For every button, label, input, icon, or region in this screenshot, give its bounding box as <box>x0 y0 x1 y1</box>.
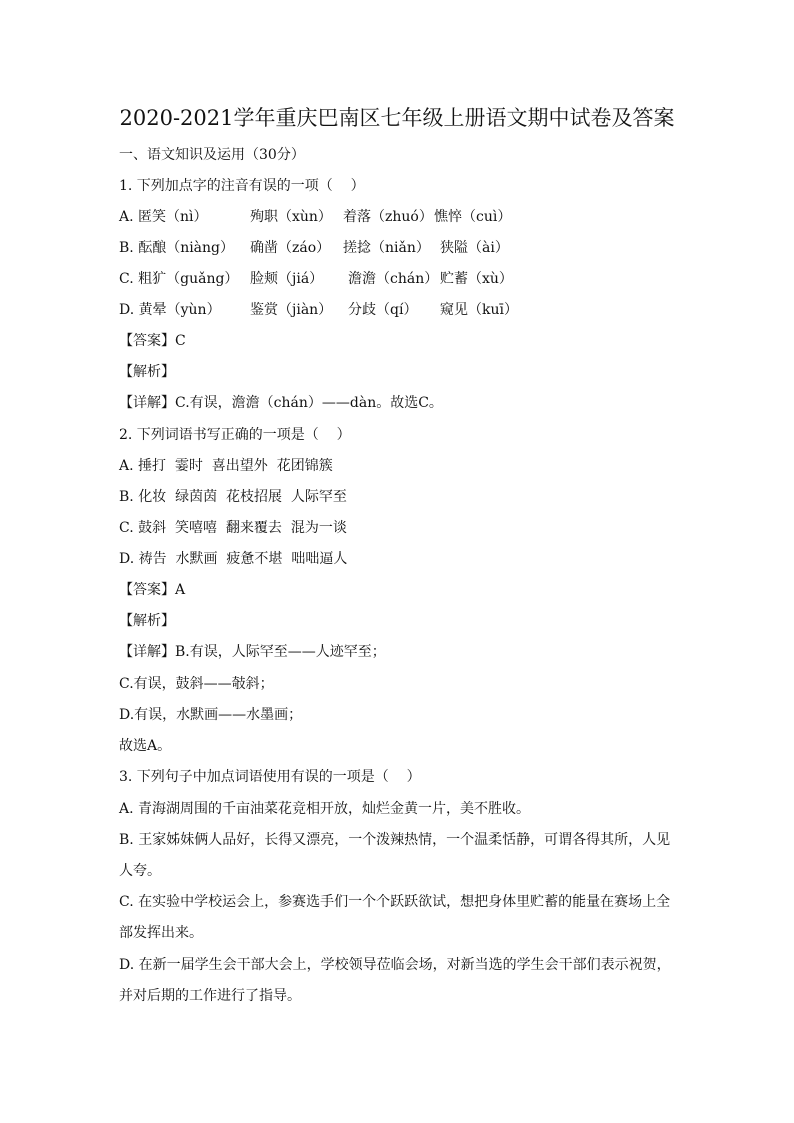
question-2-detail-line: 【详解】B.有误，人际罕至——人迹罕至； <box>119 644 386 660</box>
question-3-option-b: B. 王家姊妹俩人品好，长得又漂亮，一个泼辣热情，一个温柔恬静，可谓各得其所，人见 <box>119 832 671 848</box>
question-3-stem: 3. 下列句子中加点词语使用有误的一项是（ ） <box>119 769 421 785</box>
question-3-option-d: D. 在新一届学生会干部大会上，学校领导莅临会场，对新当选的学生会干部们表示祝贺， <box>119 957 671 973</box>
section-heading: 一、语文知识及运用（30分） <box>119 147 305 163</box>
question-2-option-a: A. 捶打 霎时 喜出望外 花团锦簇 <box>119 458 333 474</box>
question-2-detail-line: D.有误，水默画——水墨画； <box>119 707 303 723</box>
question-3-option-b-cont: 人夸。 <box>119 863 161 879</box>
document-page: 2020-2021学年重庆巴南区七年级上册语文期中试卷及答案 一、语文知识及运用（30分） 1. 下列加点字的注音有误的一项（ ） A. 匿笑（nì） 殉职（xùn） 着落（zhuó） 憔悴（cuì） B. 酝酿（niàng） 确凿（záo） 搓捻（niǎn） 狭隘（ài） C. 粗犷（guǎng） 脸颊（jiá） 澹澹（chán） 贮蓄（xù） D. 黄晕（yùn） 鉴赏（jiàn） 分歧（qí） 窥见（kuī） 【答案】C 【解析】 【详解】C.有误，澹澹（chán）——dàn。故选C。 2. 下列词语书写正确的一项是（ ） A. 捶打 霎时 喜出望外 花团锦簇 B. 化妆 绿茵茵 花枝招展 人际罕至 C. 鼓斜 笑嘻嘻 翻来覆去 混为一谈 D. 祷告 水默画 疲惫不堪 咄咄逼人 【答案】A 【解析】 【详解】B.有误，人际罕至——人迹罕至； C.有误，鼓斜——攲斜； D.有误，水默画——水墨画； 故选A。 3. 下列句子中加点词语使用有误的一项是（ ） A. 青海湖周围的千亩油菜花竞相开放，灿烂金黄一片，美不胜收。 B. 王家姊妹俩人品好，长得又漂亮，一个泼辣热情，一个温柔恬静，可谓各得其所，人见 人夸。 C. 在实验中学校运会上，参赛选手们一个个跃跃欲试，想把身体里贮蓄的能量在赛场上全 部发挥出来。 D. 在新一届学生会干部大会上，学校领导莅临会场，对新当选的学生会干部们表示祝贺， 并对后期的工作进行了指导。 <box>0 0 794 1123</box>
question-3-option-a: A. 青海湖周围的千亩油菜花竞相开放，灿烂金黄一片，美不胜收。 <box>119 801 531 817</box>
question-1-answer: 【答案】C <box>119 333 186 349</box>
question-3-option-c: C. 在实验中学校运会上，参赛选手们一个个跃跃欲试，想把身体里贮蓄的能量在赛场上全 <box>119 894 671 910</box>
question-1-analysis-label: 【解析】 <box>119 364 175 380</box>
page-title: 2020-2021学年重庆巴南区七年级上册语文期中试卷及答案 <box>119 106 675 130</box>
question-2-detail-line: 故选A。 <box>119 738 172 754</box>
question-1-stem: 1. 下列加点字的注音有误的一项（ ） <box>119 178 365 194</box>
question-2-option-b: B. 化妆 绿茵茵 花枝招展 人际罕至 <box>119 489 347 505</box>
question-1-detail: 【详解】C.有误，澹澹（chán）——dàn。故选C。 <box>119 395 443 411</box>
question-2-option-d: D. 祷告 水默画 疲惫不堪 咄咄逼人 <box>119 551 348 567</box>
question-2-option-c: C. 鼓斜 笑嘻嘻 翻来覆去 混为一谈 <box>119 520 347 536</box>
question-2-detail-line: C.有误，鼓斜——攲斜； <box>119 676 274 692</box>
question-2-analysis-label: 【解析】 <box>119 613 175 629</box>
question-3-option-c-cont: 部发挥出来。 <box>119 925 203 941</box>
question-2-stem: 2. 下列词语书写正确的一项是（ ） <box>119 427 351 443</box>
question-3-option-d-cont: 并对后期的工作进行了指导。 <box>119 988 301 1004</box>
question-2-answer: 【答案】A <box>119 582 186 598</box>
